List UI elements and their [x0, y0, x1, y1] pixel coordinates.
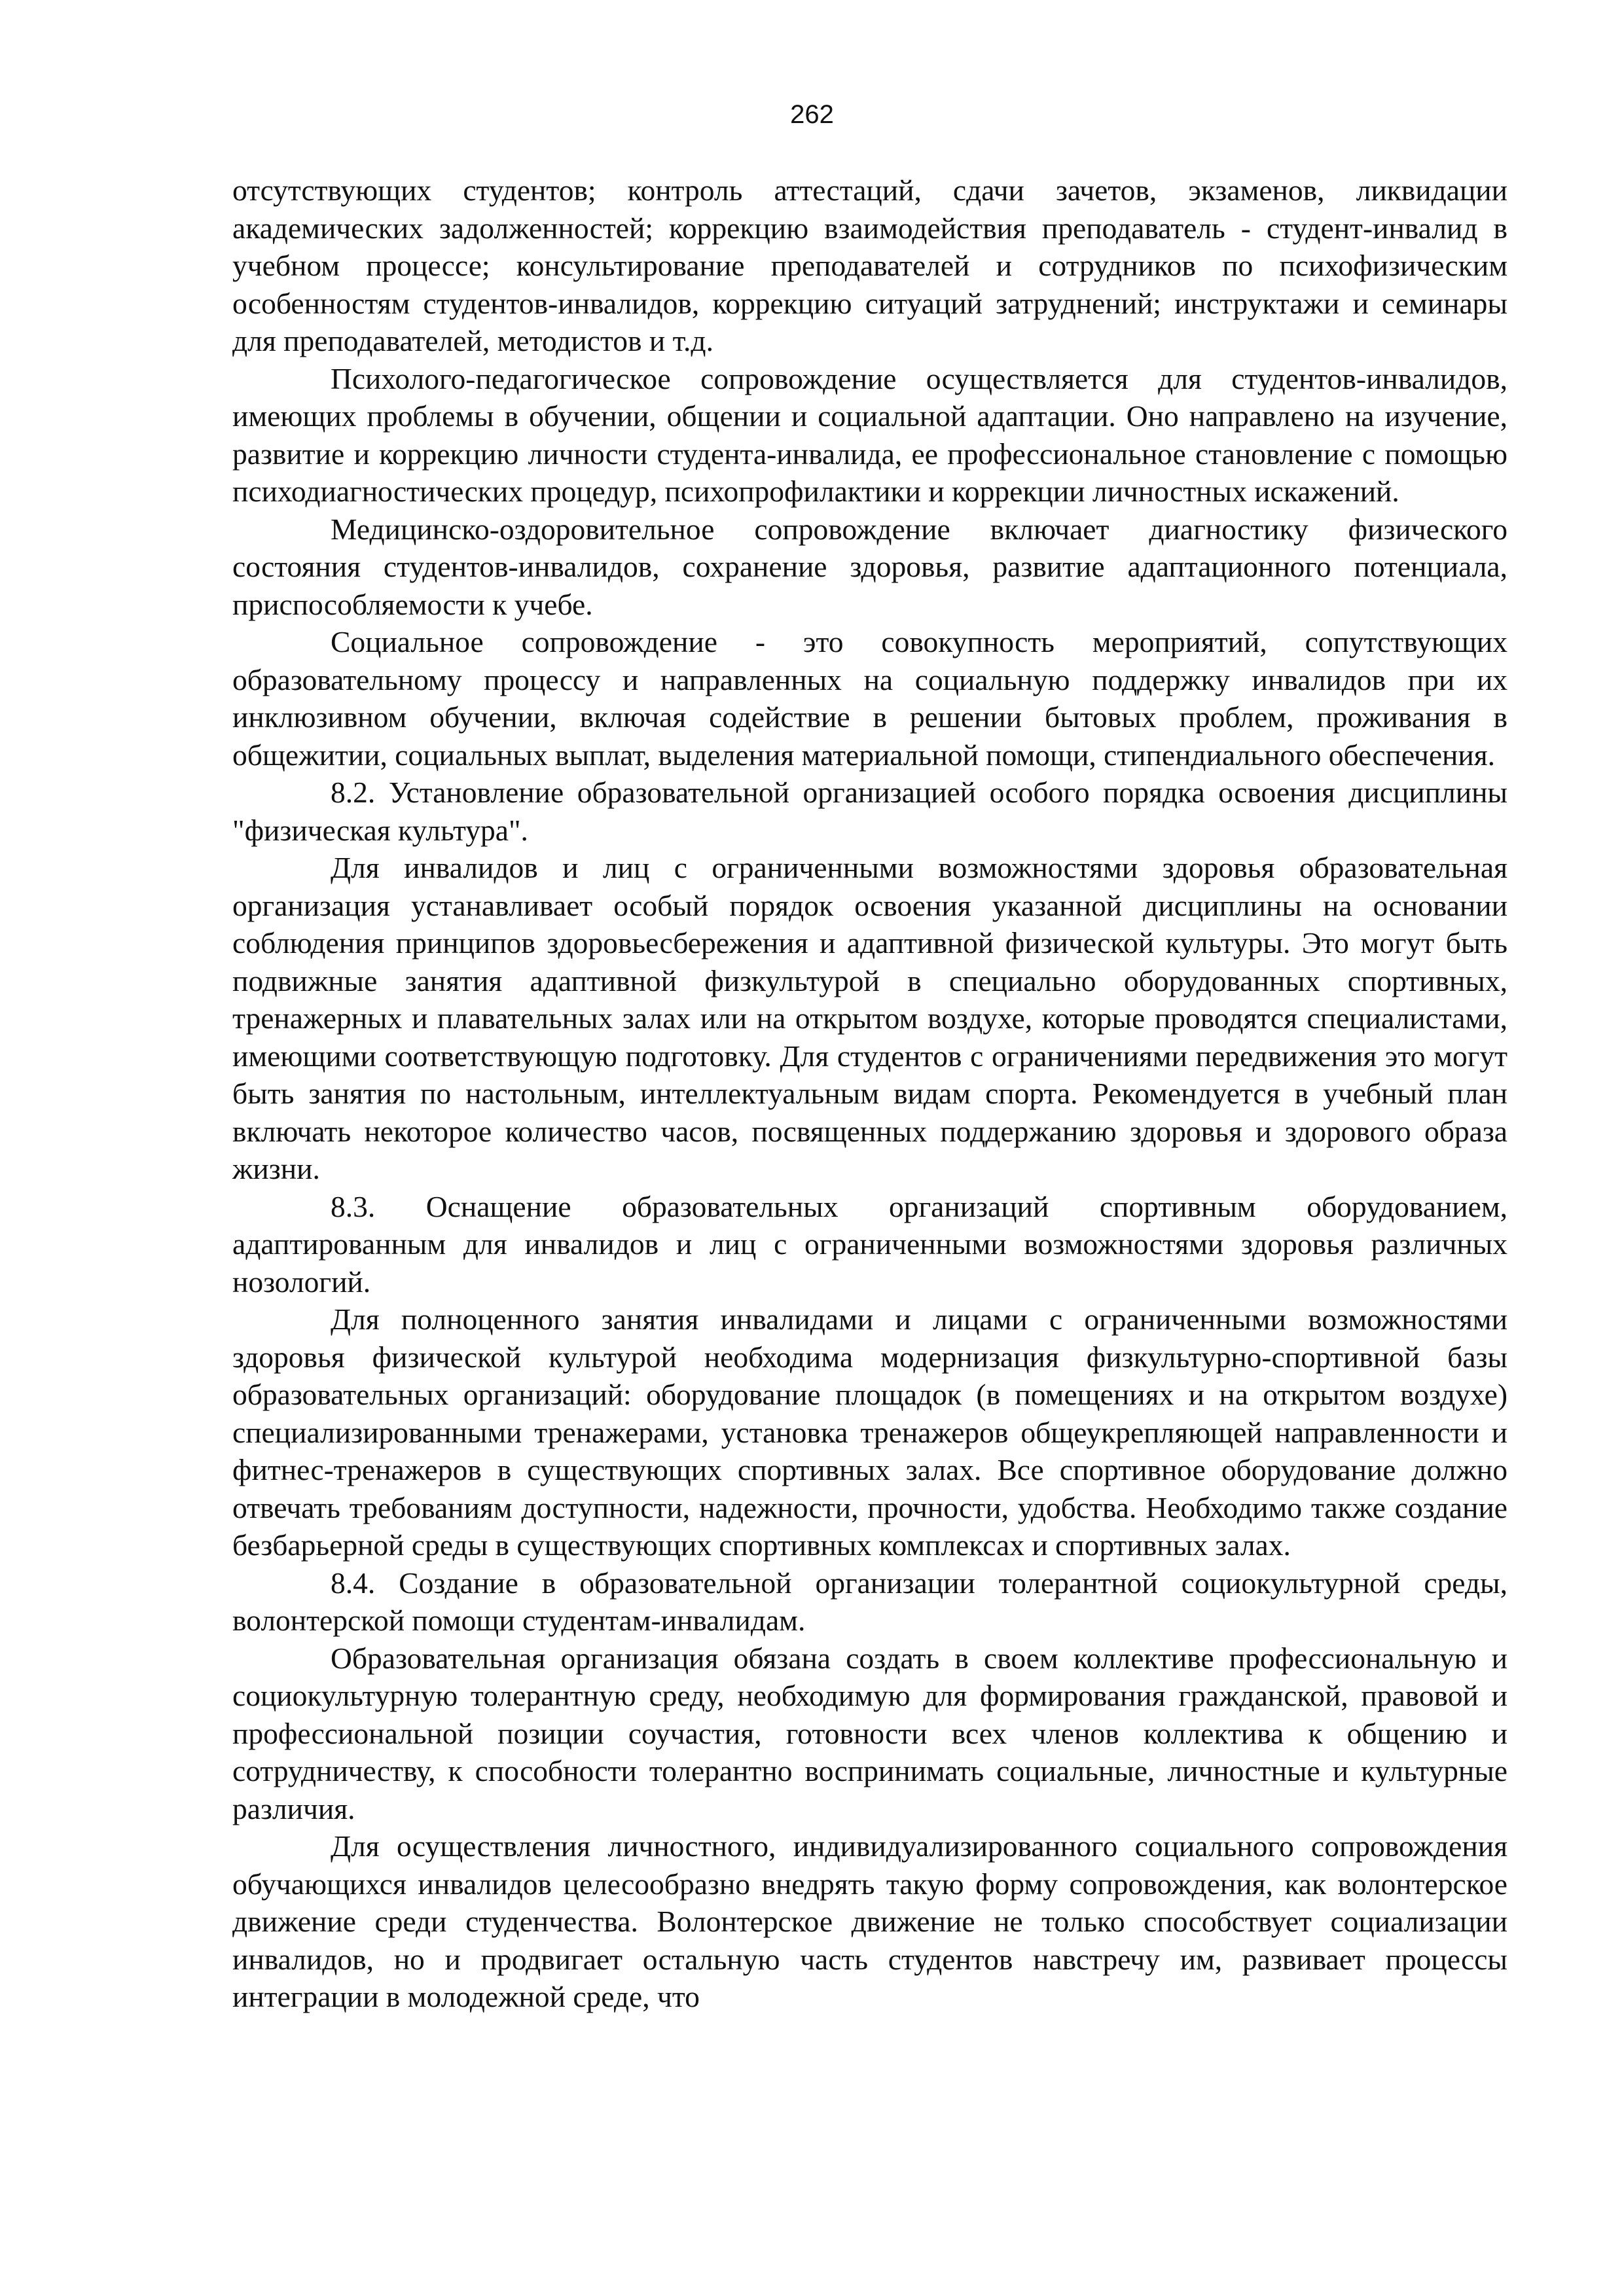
- section-heading: 8.3. Оснащение образовательных организаций спортивным оборудованием, адаптированным для инвалидов и лиц с ограниченными возможностями здоровья различных нозологий.: [232, 1189, 1507, 1299]
- paragraph: Для инвалидов и лиц с ограниченными возможностями здоровья образовательная организация устанавливает особый порядок освоения указанной дисциплины на основании соблюдения принципов здоровьесбережения и адаптивной физической культуры. Это могут быть подвижные занятия адаптивной физкультурой в специально оборудованных спортивных, тренажерных и плавательных залах или на открытом воздухе, которые проводятся специалистами, имеющими соответствующую подготовку. Для студентов с ограничениями передвижения это могут быть занятия по настольным, интеллектуальным видам спорта. Рекомендуется в учебный план включать некоторое количество часов, посвященных поддержанию здоровья и здорового образа жизни.: [232, 851, 1507, 1185]
- paragraph: Социальное сопровождение - это совокупность мероприятий, сопутствующих образовательному процессу и направленных на социальную поддержку инвалидов при их инклюзивном обучении, включая содействие в решении бытовых проблем, проживания в общежитии, социальных выплат, выделения материальной помощи, стипендиального обеспечения.: [232, 625, 1507, 772]
- paragraph: Психолого-педагогическое сопровождение осуществляется для студентов-инвалидов, имеющих проблемы в обучении, общении и социальной адаптации. Оно направлено на изучение, развитие и коррекцию личности студента-инвалида, ее профессиональное становление с помощью психодиагностических процедур, психопрофилактики и коррекции личностных искажений.: [232, 361, 1507, 508]
- paragraph: Для полноценного занятия инвалидами и лицами с ограниченными возможностями здоровья физической культурой необходима модернизация физкультурно-спортивной базы образовательных организаций: оборудование площадок (в помещениях и на открытом воздухе) специализированными тренажерами, установка тренажеров общеукрепляющей направленности и фитнес-тренажеров в существующих спортивных залах. Все спортивное оборудование должно отвечать требованиям доступности, надежности, прочности, удобства. Необходимо также создание безбарьерной среды в существующих спортивных комплексах и спортивных залах.: [232, 1302, 1507, 1562]
- section-heading: 8.4. Создание в образовательной организации толерантной социокультурной среды, волонтерской помощи студентам-инвалидам.: [232, 1566, 1507, 1637]
- section-heading: 8.2. Установление образовательной организацией особого порядка освоения дисциплины "физическая культура".: [232, 776, 1507, 847]
- paragraph: отсутствующих студентов; контроль аттестаций, сдачи зачетов, экзаменов, ликвидации академических задолженностей; коррекцию взаимодействия преподаватель - студент-инвалид в учебном процессе; консультирование преподавателей и сотрудников по психофизическим особенностям студентов-инвалидов, коррекцию ситуаций затруднений; инструктажи и семинары для преподавателей, методистов и т.д.: [232, 173, 1507, 357]
- paragraph: Медицинско-оздоровительное сопровождение включает диагностику физического состояния студентов-инвалидов, сохранение здоровья, развитие адаптационного потенциала, приспособляемости к учебе.: [232, 512, 1507, 621]
- document-body: [232, 171, 1507, 2016]
- page-number: 262: [790, 100, 834, 129]
- paragraph: Образовательная организация обязана создать в своем коллективе профессиональную и социокультурную толерантную среду, необходимую для формирования гражданской, правовой и профессиональной позиции соучастия, готовности всех членов коллектива к общению и сотрудничеству, к способности толерантно воспринимать социальные, личностные и культурные различия.: [232, 1641, 1507, 1825]
- paragraph: Для осуществления личностного, индивидуализированного социального сопровождения обучающихся инвалидов целесообразно внедрять такую форму сопровождения, как волонтерское движение среди студенчества. Волонтерское движение не только способствует социализации инвалидов, но и продвигает остальную часть студентов навстречу им, развивает процессы интеграции в молодежной среде, что: [232, 1829, 1507, 2013]
